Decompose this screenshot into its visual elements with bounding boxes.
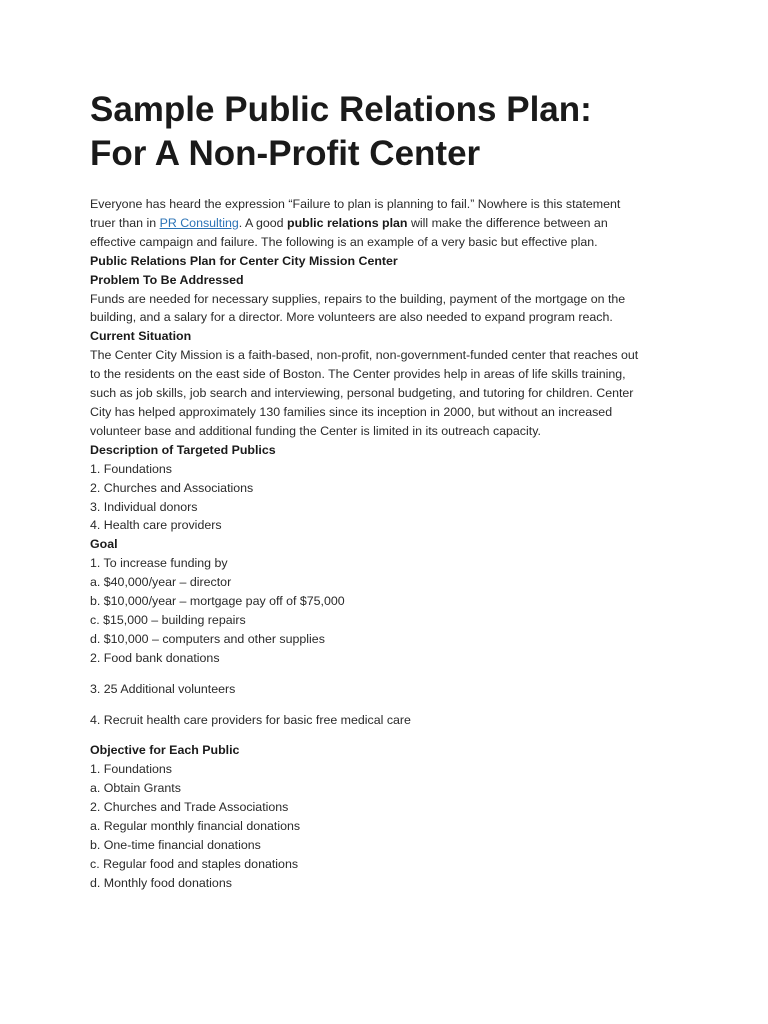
problem-line-2: building, and a salary for a director. More volunteers are also needed to expand program reach. <box>90 310 613 325</box>
list-item: a. Regular monthly financial donations <box>90 819 301 834</box>
situation-heading: Current Situation <box>90 329 192 344</box>
intro-line-2 <box>90 214 688 233</box>
list-item: 1. Foundations <box>90 762 172 777</box>
list-item: 3. 25 Additional volunteers <box>90 681 236 696</box>
list-item: 2. Churches and Associations <box>90 480 254 495</box>
intro-text: truer than in <box>90 215 160 230</box>
intro-paragraph <box>90 195 688 252</box>
title-line-1: Sample Public Relations Plan: <box>90 90 592 129</box>
plan-heading: Public Relations Plan for Center City Mission Center <box>90 253 398 268</box>
intro-line-1: Everyone has heard the expression “Failure to plan is planning to fail.” Nowhere is this statement <box>90 197 621 211</box>
list-item: 1. Foundations <box>90 461 172 476</box>
list-item: a. Obtain Grants <box>90 781 181 796</box>
objective-heading: Objective for Each Public <box>90 743 240 758</box>
list-item: 4. Health care providers <box>90 518 222 533</box>
list-item: 3. Individual donors <box>90 499 198 514</box>
list-item: 2. Food bank donations <box>90 650 220 665</box>
intro-bold-text: public relations plan <box>287 215 408 230</box>
list-item: 1. To increase funding by <box>90 556 228 571</box>
situation-line-3: such as job skills, job search and interviewing, personal budgeting, and tutoring for children. Center <box>90 386 634 401</box>
list-item: c. $15,000 – building repairs <box>90 612 246 627</box>
pr-consulting-link[interactable]: PR Consulting <box>159 215 239 230</box>
paragraph-gap <box>90 729 688 741</box>
publics-heading: Description of Targeted Publics <box>90 442 276 457</box>
intro-line-3: effective campaign and failure. The following is an example of a very basic but effective plan. <box>90 234 598 249</box>
list-item: 4. Recruit health care providers for basic free medical care <box>90 712 411 727</box>
intro-text: will make the difference between an <box>407 215 608 230</box>
list-item: b. One-time financial donations <box>90 838 261 852</box>
title-line-2: For A Non-Profit Center <box>90 134 481 173</box>
list-item: 2. Churches and Trade Associations <box>90 800 289 815</box>
problem-heading: Problem To Be Addressed <box>90 272 244 287</box>
title-block <box>90 88 688 176</box>
situation-line-1: The Center City Mission is a faith-based, non-profit, non-government-funded center that reaches out <box>90 348 639 363</box>
situation-line-2: to the residents on the east side of Boston. The Center provides help in areas of life skills training, <box>90 367 626 382</box>
problem-line-1: Funds are needed for necessary supplies, repairs to the building, payment of the mortgage on the <box>90 291 626 306</box>
list-item: b. $10,000/year – mortgage pay off of $75,000 <box>90 594 345 609</box>
situation-line-5: volunteer base and additional funding the Center is limited in its outreach capacity. <box>90 423 541 438</box>
paragraph-gap <box>90 668 688 680</box>
list-item: a. $40,000/year – director <box>90 575 232 590</box>
list-item: d. $10,000 – computers and other supplies <box>90 631 325 646</box>
list-item: c. Regular food and staples donations <box>90 856 299 871</box>
situation-line-4: City has helped approximately 130 families since its inception in 2000, but without an increased <box>90 404 613 419</box>
goal-heading: Goal <box>90 537 118 552</box>
intro-text: . A good <box>238 215 288 230</box>
page-title <box>90 88 688 176</box>
list-item: d. Monthly food donations <box>90 875 232 890</box>
paragraph-gap <box>90 699 688 711</box>
